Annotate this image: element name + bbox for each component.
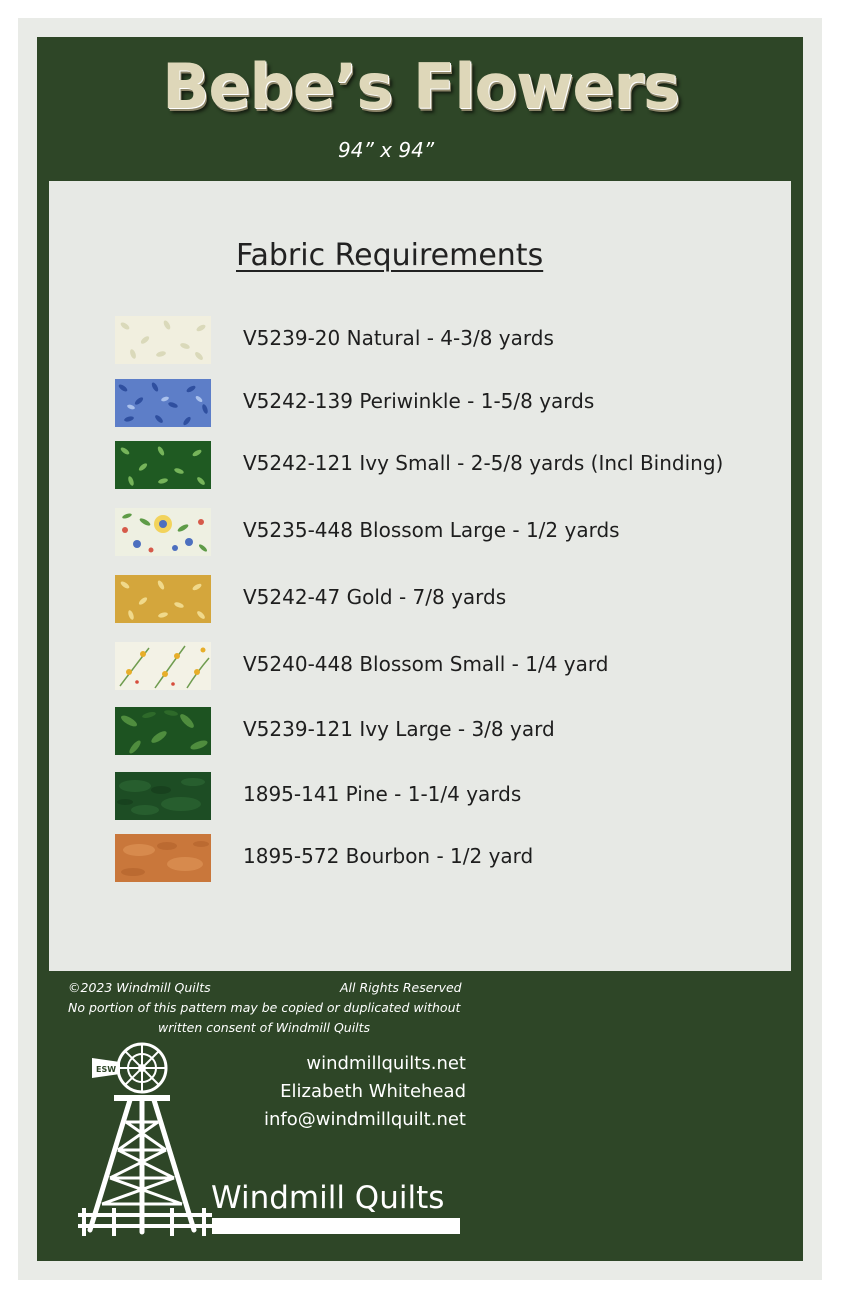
notice-line-1: No portion of this pattern may be copied or duplicated without	[68, 1000, 461, 1015]
fabric-label: V5242-139 Periwinkle - 1-5/8 yards	[243, 389, 595, 413]
fabric-label: 1895-141 Pine - 1-1/4 yards	[243, 782, 522, 806]
email-link[interactable]: info@windmillquilt.net	[263, 1109, 466, 1130]
pattern-title: Bebe’s Flowers	[162, 50, 679, 123]
fabric-swatch-natural	[115, 316, 211, 364]
fabric-requirements-heading: Fabric Requirements	[236, 238, 544, 273]
fabric-swatch-ivy-small	[115, 441, 211, 489]
fabric-swatch-ivy-large	[115, 707, 211, 755]
website-link[interactable]: windmillquilts.net	[306, 1053, 466, 1074]
notice-line-2: written consent of Windmill Quilts	[158, 1020, 371, 1035]
fabric-swatch-blossom-small	[115, 642, 211, 690]
fabric-label: V5235-448 Blossom Large - 1/2 yards	[243, 518, 620, 542]
logo-initials: ESW	[96, 1065, 117, 1074]
fabric-label: V5242-121 Ivy Small - 2-5/8 yards (Incl Binding)	[243, 451, 724, 475]
copyright-text: ©2023 Windmill Quilts	[68, 980, 211, 995]
fabric-swatch-periwinkle	[115, 379, 211, 427]
designer-name: Elizabeth Whitehead	[280, 1081, 466, 1102]
brand-name: Windmill Quilts	[211, 1180, 445, 1216]
fabric-swatch-blossom-large	[115, 508, 211, 556]
fabric-swatch-gold	[115, 575, 211, 623]
fabric-label: V5239-20 Natural - 4-3/8 yards	[243, 326, 554, 350]
fabric-label: 1895-572 Bourbon - 1/2 yard	[243, 844, 534, 868]
fabric-swatch-pine	[115, 772, 211, 820]
rights-text: All Rights Reserved	[340, 980, 462, 995]
fabric-label: V5239-121 Ivy Large - 3/8 yard	[243, 717, 555, 741]
quilt-size: 94” x 94”	[338, 138, 435, 162]
fabric-label: V5240-448 Blossom Small - 1/4 yard	[243, 652, 609, 676]
fabric-label: V5242-47 Gold - 7/8 yards	[243, 585, 507, 609]
fabric-swatch-bourbon	[115, 834, 211, 882]
